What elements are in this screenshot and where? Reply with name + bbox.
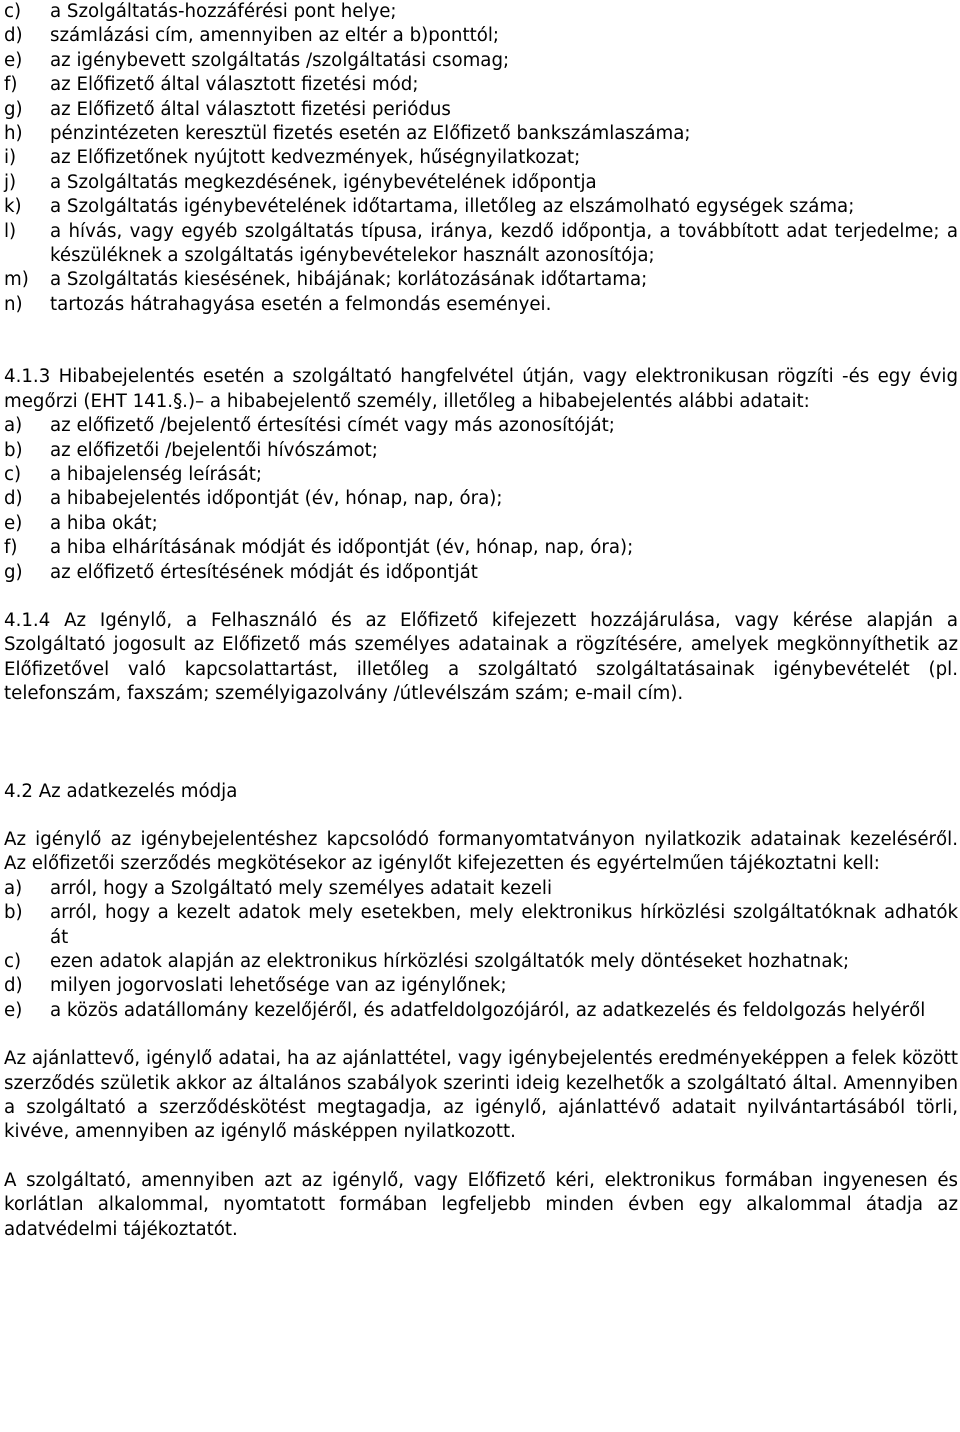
item-text: az igénybevett szolgáltatás /szolgáltatási csomag; (50, 49, 510, 71)
item-text: a Szolgáltatás kiesésének, hibájának; korlátozásának időtartama; (50, 269, 648, 291)
data-items-list (4, 0, 958, 317)
item-text: arról, hogy a kezelt adatok mely esetekben, mely elektronikus hírközlési szolgáltatóknak adhatók át (50, 902, 958, 948)
item-label: e) (4, 49, 23, 71)
list-item (4, 0, 958, 24)
item-label: d) (4, 25, 23, 47)
item-text: tartozás hátrahagyása esetén a felmondás eseményei. (50, 293, 552, 315)
item-label: f) (4, 74, 18, 96)
list-item (4, 974, 958, 998)
item-text: számlázási cím, amennyiben az eltér a b)ponttól; (50, 25, 500, 47)
item-label: b) (4, 902, 23, 924)
section-4-1-3-text: 4.1.3 Hibabejelentés esetén a szolgáltató hangfelvétel útján, vagy elektronikusan rögzíti -és egy évig megőrzi (EHT 141.§.)– a hibabejelentő személy, illetőleg a hibabejelentés alábbi adatait: (4, 366, 958, 412)
item-text: az előfizető értesítésének módját és időpontját (50, 561, 478, 583)
item-label: j) (4, 171, 17, 193)
list-item (4, 561, 958, 585)
list-item (4, 463, 958, 487)
item-text: a hibabejelentés időpontját (év, hónap, nap, óra); (50, 488, 503, 510)
item-label: a) (4, 877, 23, 899)
item-text: az Előfizető által választott fizetési periódus (50, 98, 451, 120)
section-4-1-4 (4, 609, 958, 707)
list-item (4, 171, 958, 195)
item-text: a Szolgáltatás igénybevételének időtartama, illetőleg az elszámolható egységek száma; (50, 196, 855, 218)
item-label: n) (4, 293, 23, 315)
item-text: a hiba elhárításának módját és időpontját (év, hónap, nap, óra); (50, 537, 634, 559)
fault-report-items (4, 414, 958, 585)
item-text: ezen adatok alapján az elektronikus hírközlési szolgáltatók mely döntéseket hozhatnak; (50, 951, 850, 972)
item-label: l) (4, 220, 17, 242)
list-item (4, 146, 958, 170)
list-item (4, 98, 958, 122)
list-item (4, 414, 958, 438)
item-label: a) (4, 415, 23, 437)
item-text: a Szolgáltatás megkezdésének, igénybevételének időpontja (50, 171, 597, 193)
item-text: az előfizető /bejelentő értesítési címét vagy más azonosítóját; (50, 415, 615, 437)
item-text: az előfizetői /bejelentői hívószámot; (50, 439, 378, 461)
item-text: arról, hogy a Szolgáltató mely személyes adatait kezeli (50, 877, 553, 899)
item-text: pénzintézeten keresztül fizetés esetén az Előfizető bankszámlaszáma; (50, 123, 691, 145)
item-text: a Szolgáltatás-hozzáférési pont helye; (50, 1, 397, 22)
list-item (4, 268, 958, 292)
section-4-2-paragraph-2: A szolgáltató, amennyiben azt az igénylő, vagy Előfizető kéri, elektronikus formában ingyenesen és korlátlan alkalommal, nyomtatott formában legfeljebb minden évben egy alkalommal átadja az adatvédelmi tájékoztatót. (4, 1169, 958, 1240)
list-item (4, 49, 958, 73)
list-item (4, 293, 958, 317)
item-text: a hívás, vagy egyéb szolgáltatás típusa, iránya, kezdő időpontja, a továbbított adat terjedelme; a készüléknek a szolgáltatás igénybevételekor használt azonosítója; (50, 220, 958, 267)
item-label: d) (4, 488, 23, 510)
list-item (4, 195, 958, 219)
list-item (4, 73, 958, 97)
item-text: az Előfizető által választott fizetési mód; (50, 74, 419, 96)
list-item (4, 512, 958, 536)
item-label: e) (4, 512, 23, 534)
list-item (4, 220, 958, 269)
item-label: k) (4, 196, 22, 218)
list-item (4, 122, 958, 146)
item-text: a közös adatállomány kezelőjéről, és adatfeldolgozójáról, az adatkezelés és feldolgozás helyéről (50, 999, 926, 1021)
item-label: c) (4, 463, 22, 485)
item-label: e) (4, 999, 23, 1021)
list-item (4, 439, 958, 463)
item-label: g) (4, 98, 23, 120)
item-label: b) (4, 439, 23, 461)
list-item (4, 950, 958, 974)
list-item (4, 877, 958, 901)
item-label: i) (4, 147, 17, 169)
item-label: m) (4, 269, 29, 291)
item-label: d) (4, 975, 23, 997)
item-text: a hibajelenség leírását; (50, 463, 262, 485)
section-4-1-3 (4, 365, 958, 585)
item-text: az Előfizetőnek nyújtott kedvezmények, hűségnyilatkozat; (50, 147, 581, 169)
list-item (4, 901, 958, 950)
section-4-2-heading: 4.2 Az adatkezelés módja (4, 780, 238, 802)
item-label: c) (4, 1, 22, 22)
section-4-1-4-text: 4.1.4 Az Igénylő, a Felhasználó és az Előfizető kifejezett hozzájárulása, vagy kérése alapján a Szolgáltató jogosult az Előfizető más személyes adatainak a rögzítésére, amelyek megkönnyíthetik az Előfizetővel való kapcsolattartást, illetőleg a szolgáltató szolgáltatásainak igénybevételét (pl. telefonszám, faxszám; személyigazolvány /útlevélszám szám; e-mail cím). (4, 609, 958, 705)
section-4-2-intro: Az igénylő az igénybejelentéshez kapcsolódó formanyomtatványon nyilatkozik adatainak kezeléséről. Az előfizetői szerződés megkötésekor az igénylőt kifejezetten és egyértelműen tájékoztatni kell: (4, 828, 958, 875)
item-label: h) (4, 123, 23, 145)
item-label: f) (4, 537, 18, 559)
list-item (4, 999, 958, 1023)
section-4-2 (4, 780, 958, 1243)
item-label: g) (4, 561, 23, 583)
section-4-2-paragraph-1: Az ajánlattevő, igénylő adatai, ha az ajánlattétel, vagy igénybejelentés eredményeképpen a felek között szerződés születik akkor az általános szabályok szerinti ideig kezelhetők a szolgáltató által. Amennyiben a szolgáltató a szerződéskötést megtagadja, az igénylő, ajánlattévő adatait nyilvántartásából törli, kivéve, amennyiben az igénylő másképpen nyilatkozott. (4, 1048, 958, 1143)
list-item (4, 24, 958, 48)
list-item (4, 487, 958, 511)
item-text: a hiba okát; (50, 512, 158, 534)
list-item (4, 536, 958, 560)
item-text: milyen jogorvoslati lehetősége van az igénylőnek; (50, 975, 507, 997)
data-handling-items (4, 877, 958, 1023)
item-label: c) (4, 951, 22, 972)
